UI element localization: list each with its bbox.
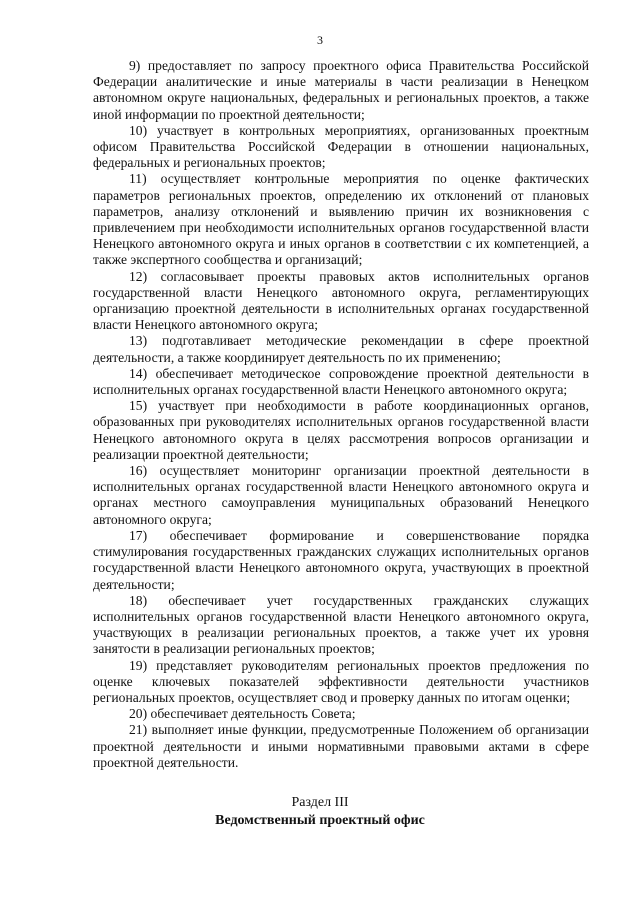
section-label: Раздел III [291,795,349,810]
list-item: 12) согласовывает проекты правовых актов исполнительных органов государственной власти Ненецкого автономного округа, регламентирующих организацию проектной деятельности в исполнительных органах государственной власти Ненецкого автономного округа; [93,268,589,333]
page-number: 3 [317,33,323,47]
list-item: 21) выполняет иные функции, предусмотренные Положением об организации проектной деятельности и иными нормативными правовыми актами в сфере проектной деятельности. [93,722,589,770]
list-item: 15) участвует при необходимости в работе координационных органов, образованных при руководителях исполнительных органов государственной власти Ненецкого автономного округа в целях рассмотрения вопросов организации и реализации проектной деятельности; [93,398,589,462]
list-item: 14) обеспечивает методическое сопровождение проектной деятельности в исполнительных органах государственной власти Ненецкого автономного округа; [93,365,589,398]
list-item: 20) обеспечивает деятельность Совета; [129,706,356,722]
list-item: 16) осуществляет мониторинг организации проектной деятельности в исполнительных органах государственной власти Ненецкого автономного округа и органах местного самоуправления муниципальных образований Ненецкого автономного округа; [93,463,589,527]
section-title: Ведомственный проектный офис [215,813,425,828]
list-item: 19) представляет руководителям региональных проектов предложения по оценке ключевых показателей эффективности деятельности участников региональных проектов, осуществляет свод и проверку данных по итогам оценки; [93,657,589,705]
document-body [93,58,589,771]
list-item: 9) предоставляет по запросу проектного офиса Правительства Российской Федерации аналитические и иные материалы в части реализации в Ненецком автономном округе национальных, федеральных и региональных проектов, а также иной информации по проектной деятельности; [93,58,589,122]
list-item: 10) участвует в контрольных мероприятиях, организованных проектным офисом Правительства Российской Федерации в отношении национальных, федеральных и региональных проектов; [93,122,589,171]
list-item: 18) обеспечивает учет государственных гражданских служащих исполнительных органов государственной власти Ненецкого автономного округа, участвующих в реализации региональных проектов, а также учет их уровня занятости в реализации региональных проектов; [93,592,589,657]
list-item: 13) подготавливает методические рекомендации в сфере проектной деятельности, а также координирует деятельность по их применению; [93,333,589,365]
list-item: 17) обеспечивает формирование и совершенствование порядка стимулирования государственных гражданских служащих исполнительных органов государственной власти Ненецкого автономного округа, участвующих в проектной деятельности; [93,527,589,592]
list-item: 11) осуществляет контрольные мероприятия по оценке фактических параметров региональных проектов, определению их отклонений от плановых параметров, анализу отклонений и выявлению причин их возникновения с привлечением при необходимости исполнительных органов государственной власти Ненецкого автономного округа и иных органов в соответствии с их компетенцией, а также экспертного сообщества и организаций; [93,171,589,268]
